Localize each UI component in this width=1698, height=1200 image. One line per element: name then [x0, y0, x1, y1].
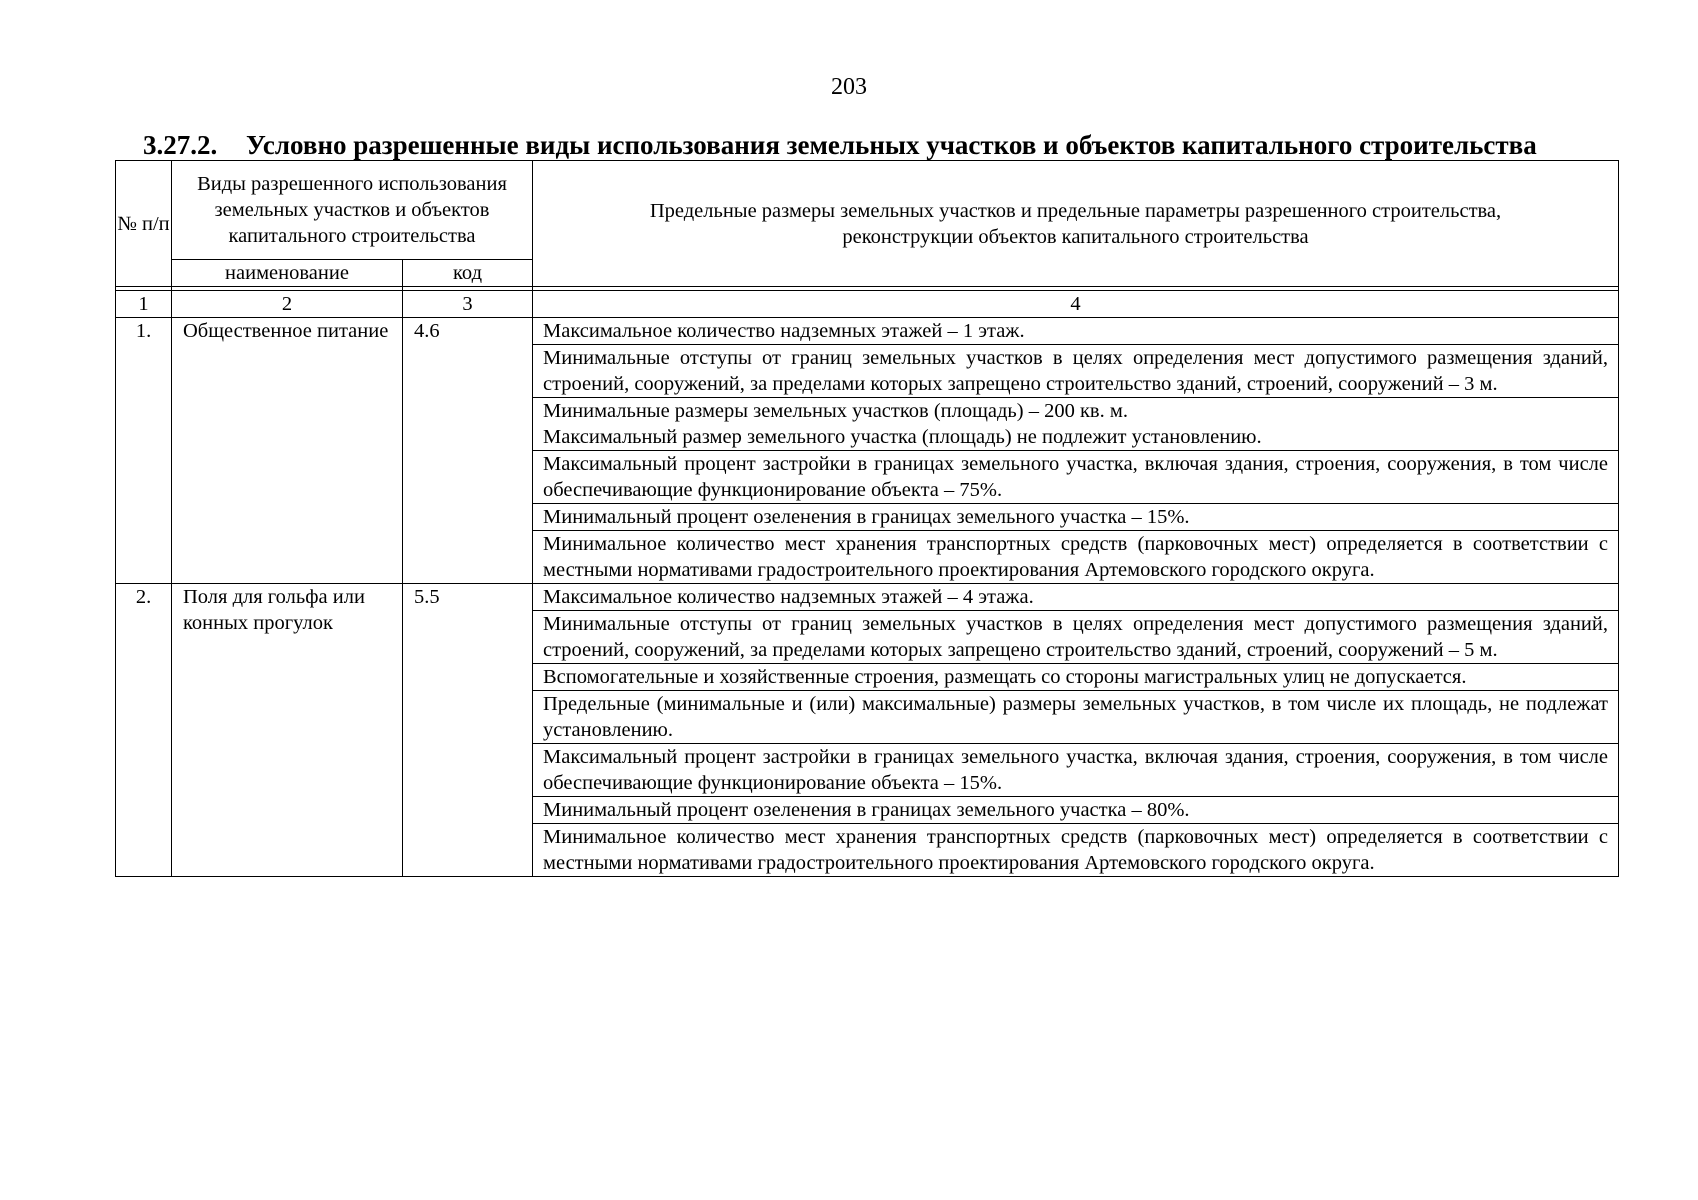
use-type-name: Поля для гольфа или конных прогулок [172, 584, 403, 877]
parameter-cell: Минимальное количество мест хранения транспортных средств (парковочных мест) определяется в соответствии с местными нормативами градостроительного проектирования Артемовского городского округа. [533, 531, 1619, 584]
header-name: наименование [172, 260, 403, 287]
row-number: 2. [116, 584, 172, 877]
use-type-code: 5.5 [403, 584, 533, 877]
parameter-cell: Минимальные отступы от границ земельных участков в целях определения мест допустимого размещения зданий, строений, сооружений, за пределами которых запрещено строительство зданий, строений, сооружений – 5 м. [533, 611, 1619, 664]
column-index: 1 [116, 291, 172, 318]
section-title-text: Условно разрешенные виды использования земельных участков и объектов капитального строительства [246, 130, 1537, 160]
column-index: 3 [403, 291, 533, 318]
section-number: 3.27.2. [143, 130, 218, 160]
table-row [116, 584, 1619, 611]
column-index-row [116, 291, 1619, 318]
page-number: 203 [831, 74, 867, 100]
column-index: 2 [172, 291, 403, 318]
parameter-cell: Максимальный процент застройки в границах земельного участка, включая здания, строения, сооружения, в том числе обеспечивающие функционирование объекта – 15%. [533, 744, 1619, 797]
parameter-cell: Максимальное количество надземных этажей – 1 этаж. [533, 318, 1619, 345]
regulations-table [115, 160, 1619, 877]
table-row [116, 318, 1619, 345]
parameter-cell: Минимальное количество мест хранения транспортных средств (парковочных мест) определяется в соответствии с местными нормативами градостроительного проектирования Артемовского городского округа. [533, 824, 1619, 877]
use-type-code: 4.6 [403, 318, 533, 584]
header-row-1 [116, 161, 1619, 260]
parameter-cell: Минимальные отступы от границ земельных участков в целях определения мест допустимого размещения зданий, строений, сооружений, за пределами которых запрещено строительство зданий, строений, сооружений – 3 м. [533, 345, 1619, 398]
header-use-types: Виды разрешенного использования земельных участков и объектов капитального строительства [172, 161, 533, 260]
section-title [143, 130, 1623, 161]
parameter-cell: Минимальный процент озеленения в границах земельного участка – 15%. [533, 504, 1619, 531]
header-number: № п/п [116, 161, 172, 287]
parameter-cell: Вспомогательные и хозяйственные строения, размещать со стороны магистральных улиц не допускается. [533, 664, 1619, 691]
header-parameters: Предельные размеры земельных участков и предельные параметры разрешенного строительства, реконструкции объектов капитального строительства [533, 161, 1619, 287]
use-type-name: Общественное питание [172, 318, 403, 584]
parameter-cell: Минимальный процент озеленения в границах земельного участка – 80%. [533, 797, 1619, 824]
header-code: код [403, 260, 533, 287]
parameter-cell: Максимальное количество надземных этажей – 4 этажа. [533, 584, 1619, 611]
parameter-cell: Максимальный процент застройки в границах земельного участка, включая здания, строения, сооружения, в том числе обеспечивающие функционирование объекта – 75%. [533, 451, 1619, 504]
parameter-cell: Минимальные размеры земельных участков (площадь) – 200 кв. м. Максимальный размер земельного участка (площадь) не подлежит установлению. [533, 398, 1619, 451]
column-index: 4 [533, 291, 1619, 318]
parameter-cell: Предельные (минимальные и (или) максимальные) размеры земельных участков, в том числе их площадь, не подлежат установлению. [533, 691, 1619, 744]
row-number: 1. [116, 318, 172, 584]
